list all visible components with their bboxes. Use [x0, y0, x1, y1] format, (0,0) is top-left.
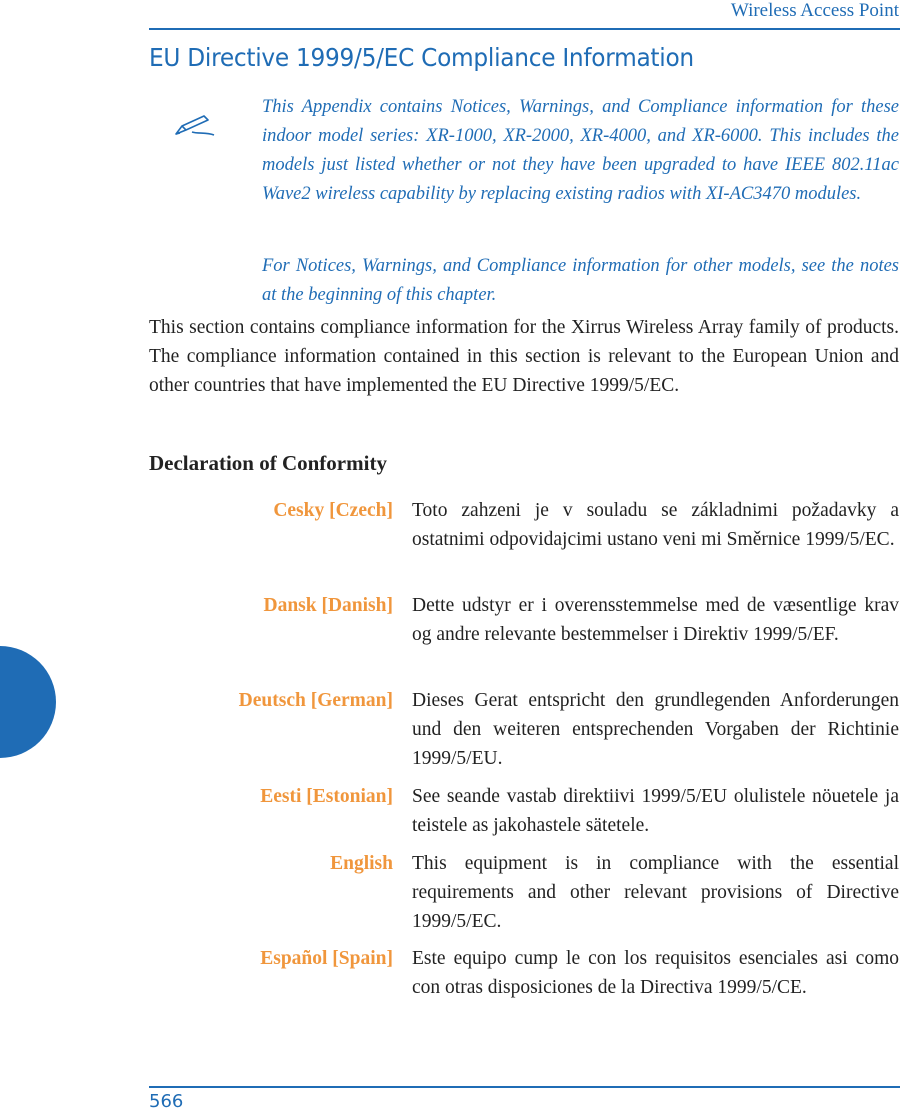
- footer-rule: [149, 1086, 900, 1088]
- section-title: EU Directive 1999/5/EC Compliance Information: [149, 43, 694, 72]
- header-rule: [149, 28, 900, 30]
- intro-paragraph: This section contains compliance information for the Xirrus Wireless Array family of products. The compliance information contained in this section is relevant to the European Union and other countries that have implemented the EU Directive 1999/5/EC.: [149, 317, 899, 396]
- note-paragraph-other-models: For Notices, Warnings, and Compliance information for other models, see the notes at the beginning of this chapter.: [262, 256, 899, 305]
- language-label: Cesky [Czech]: [273, 500, 393, 521]
- language-label: Deutsch [German]: [238, 690, 393, 711]
- declaration-text: This equipment is in compliance with the essential requirements and other relevant provisions of Directive 1999/5/EC.: [412, 853, 899, 932]
- pencil-note-icon: [172, 112, 218, 138]
- language-label: English: [330, 853, 393, 874]
- declaration-text: See seande vastab direktiivi 1999/5/EU olulistele nöuetele ja teistele as jakohastele sätetele.: [412, 786, 899, 836]
- language-label: Eesti [Estonian]: [260, 786, 393, 807]
- note-paragraph-models: This Appendix contains Notices, Warnings, and Compliance information for these indoor model series: XR-1000, XR-2000, XR-4000, and XR-6000. This includes the models just listed whether or not they have been upgraded to have IEEE 802.11ac Wave2 wireless capability by replacing existing radios with XI-AC3470 modules.: [262, 97, 899, 204]
- language-label: Dansk [Danish]: [263, 595, 393, 616]
- running-header-title: Wireless Access Point: [730, 0, 899, 21]
- declaration-heading: Declaration of Conformity: [149, 451, 387, 475]
- declaration-text: Dieses Gerat entspricht den grundlegenden Anforderungen und den weiteren entsprechenden Vorgaben der Richtinie 1999/5/EU.: [412, 690, 899, 769]
- page-number: 566: [149, 1091, 184, 1112]
- declaration-text: Este equipo cump le con los requisitos esenciales asi como con otras disposiciones de la Directiva 1999/5/CE.: [412, 948, 899, 998]
- chapter-side-tab: [0, 646, 56, 758]
- language-label: Español [Spain]: [260, 948, 393, 969]
- declaration-text: Dette udstyr er i overensstemmelse med de væsentlige krav og andre relevante bestemmelser i Direktiv 1999/5/EF.: [412, 595, 899, 645]
- declaration-text: Toto zahzeni je v souladu se základnimi požadavky a ostatnimi odpovidajcimi ustano veni mi Směrnice 1999/5/EC.: [412, 500, 899, 550]
